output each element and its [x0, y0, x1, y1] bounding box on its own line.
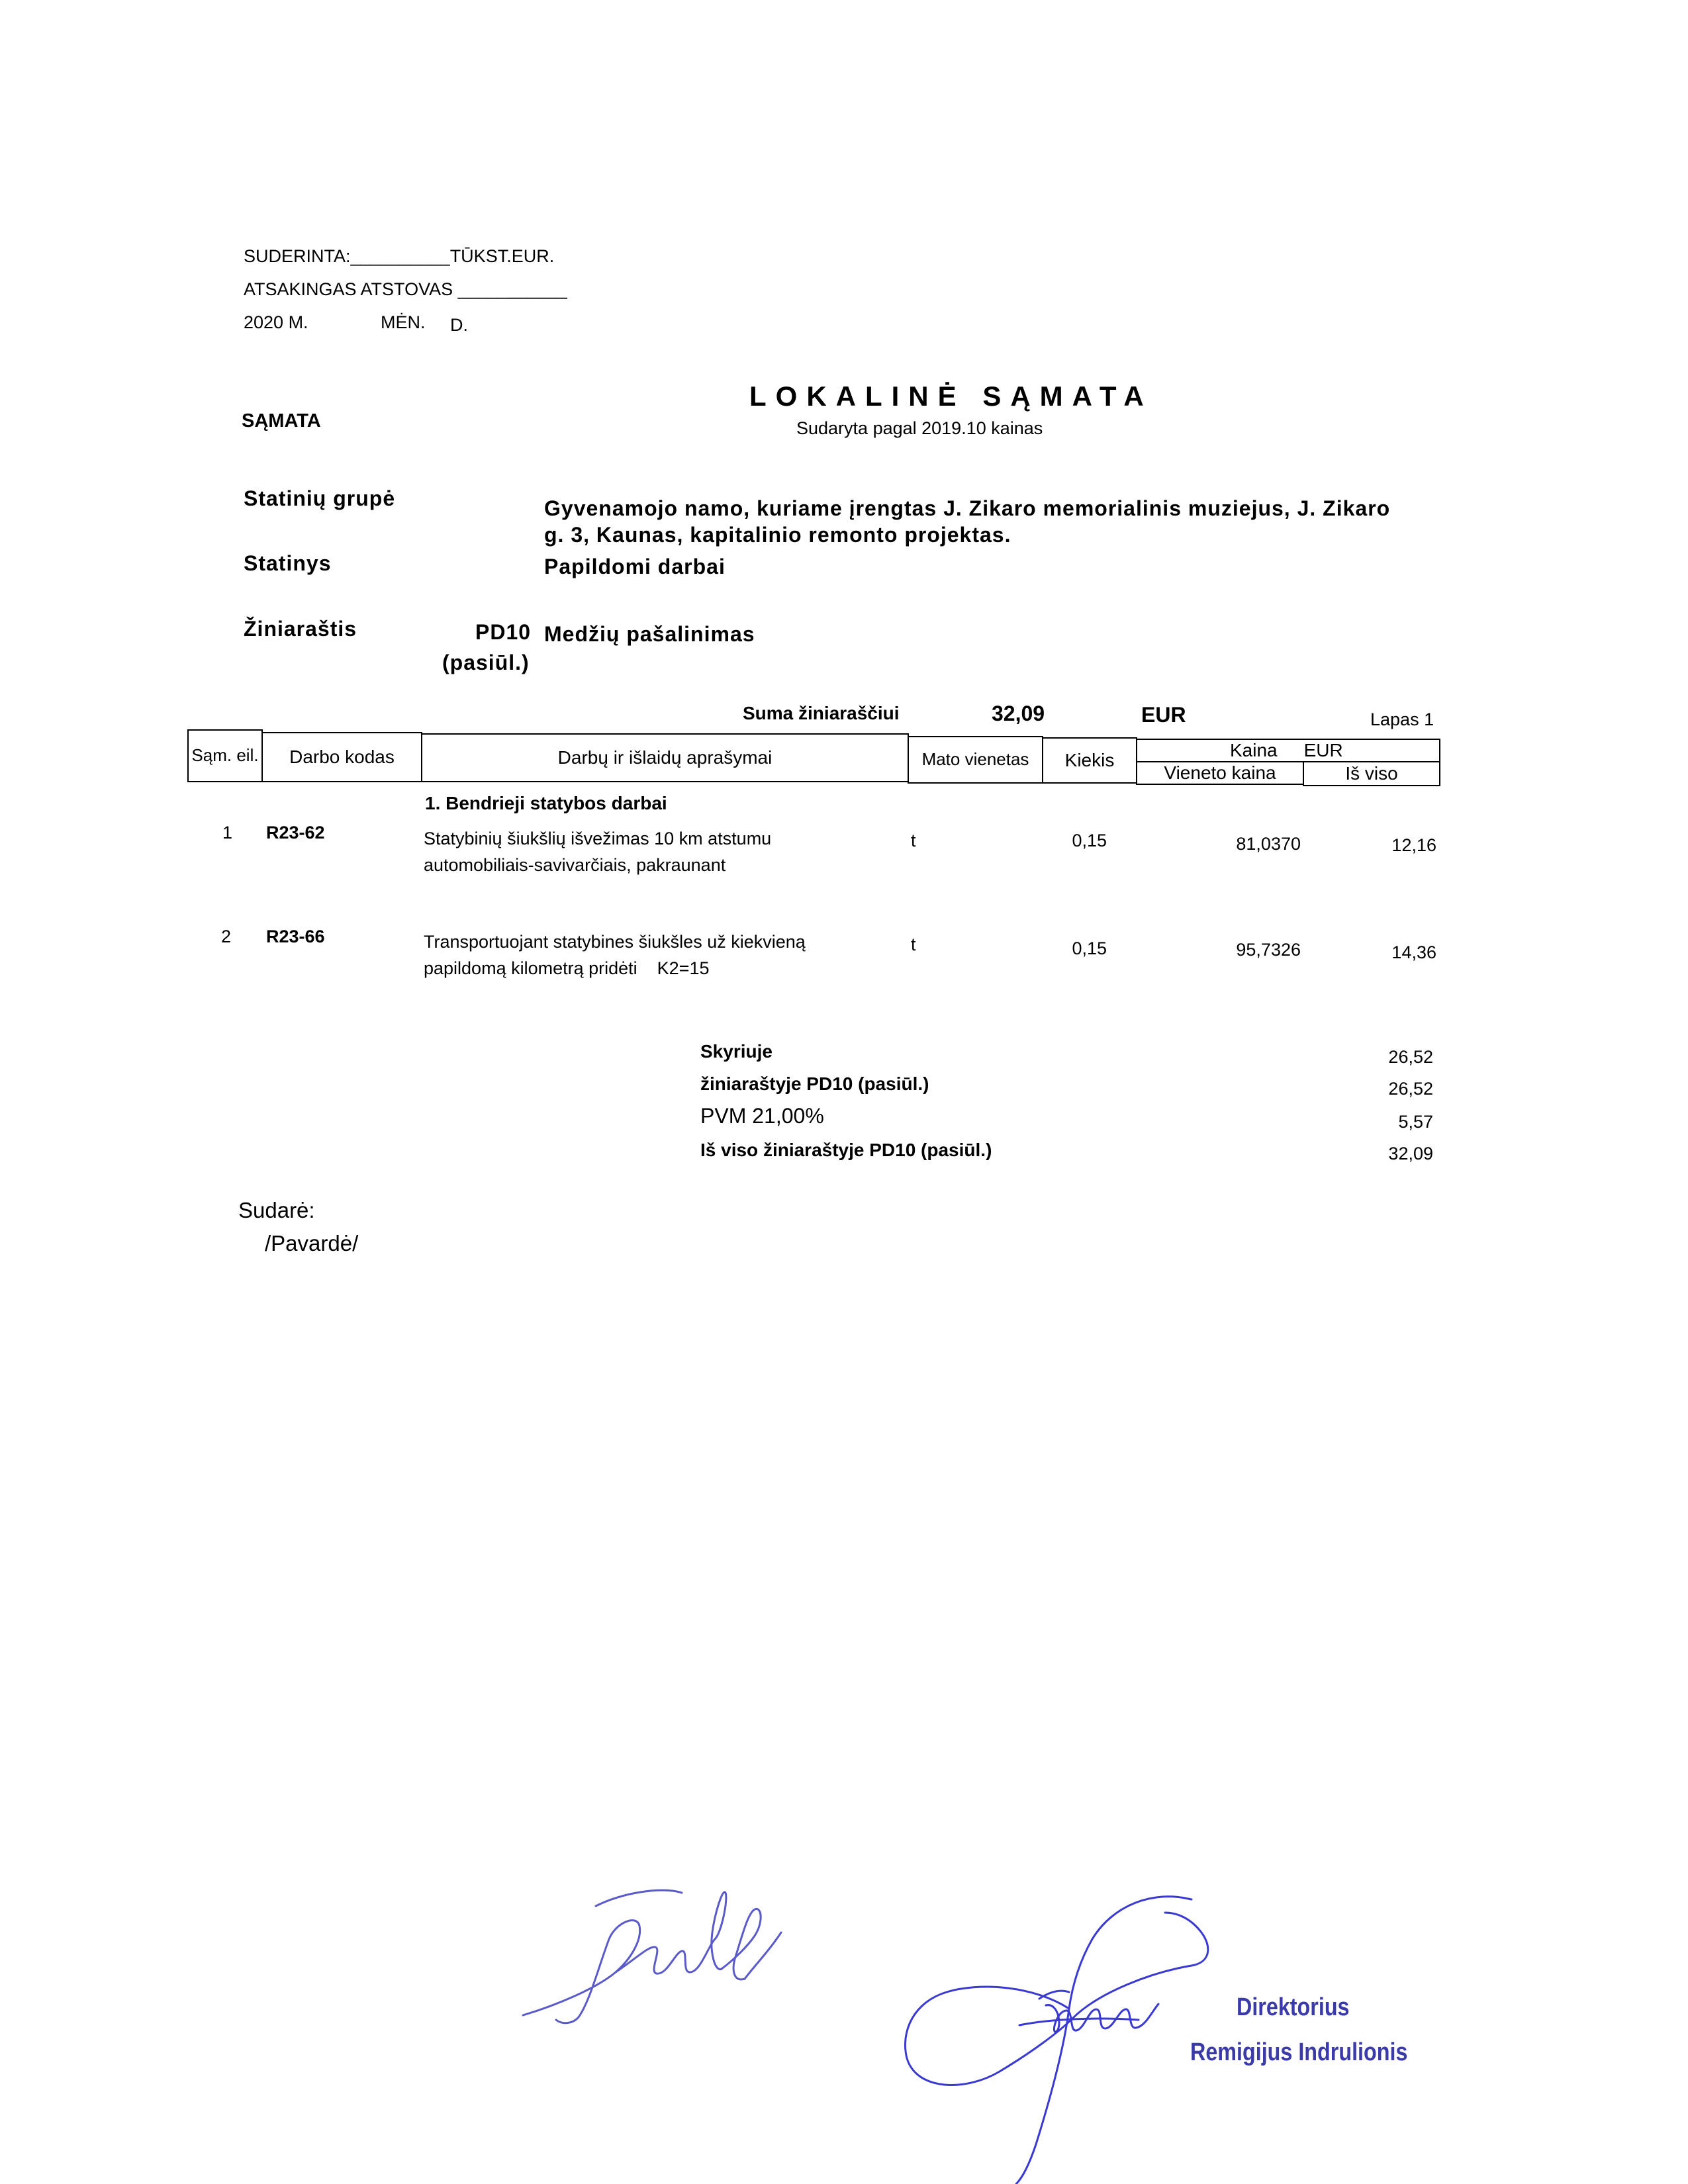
sheet-code: PD10 [475, 620, 532, 644]
col-header-unit-price: Vieneto kaina [1136, 761, 1304, 785]
total-label-vat: PVM 21,00% [700, 1104, 824, 1128]
row-unit-price: 95,7326 [1236, 940, 1301, 960]
approval-date-month: MĖN. [381, 312, 426, 332]
row-no: 2 [221, 927, 232, 946]
row-qty: 0,15 [1072, 938, 1107, 958]
section-title: 1. Bendrieji statybos darbai [425, 793, 667, 813]
row-code: R23-62 [266, 823, 325, 842]
col-header-code: Darbo kodas [261, 732, 422, 782]
building-value: Papildomi darbai [544, 555, 726, 578]
row-unit-price: 81,0370 [1236, 834, 1301, 854]
row-unit: t [911, 831, 916, 850]
total-value-sheet: 26,52 [1388, 1079, 1433, 1099]
total-value-vat: 5,57 [1398, 1112, 1433, 1132]
group-value-line-2: g. 3, Kaunas, kapitalinio remonto projektas. [544, 523, 1011, 547]
building-label: Statinys [244, 551, 332, 575]
approval-date-year: 2020 M. [244, 312, 308, 332]
row-desc-line-1: Transportuojant statybines šiukšles už kiekvieną [424, 932, 806, 952]
group-value-line-1: Gyvenamojo namo, kuriame įrengtas J. Zikaro memorialinis muziejus, J. Zikaro [544, 496, 1391, 520]
sheet-label: Žiniaraštis [244, 617, 357, 641]
total-label-section: Skyriuje [700, 1041, 773, 1062]
row-desc-line-2: papildomą kilometrą pridėti K2=15 [424, 958, 710, 978]
sheet-code-sub: (pasiūl.) [442, 651, 530, 674]
col-header-price-group [1136, 739, 1440, 762]
approval-suffix: TŪKST.EUR. [449, 246, 555, 266]
sheet-sum-label: Suma žiniaraščiui [743, 703, 900, 723]
price-label: Kaina [1230, 740, 1278, 761]
approval-line-2 [244, 279, 567, 300]
approval-date-day: D. [450, 315, 468, 335]
col-header-no: Sąm. eil. [187, 729, 263, 782]
page-number: Lapas 1 [1370, 709, 1434, 729]
sheet-sum-currency: EUR [1141, 703, 1186, 727]
representative-blank: ___________ [457, 279, 567, 299]
total-label-grand: Iš viso žiniaraštyje PD10 (pasiūl.) [700, 1140, 992, 1160]
total-label-sheet: žiniaraštyje PD10 (pasiūl.) [700, 1073, 929, 1094]
approval-line-1 [244, 246, 554, 267]
page-title: LOKALINĖ SĄMATA [749, 381, 1153, 412]
stamp-title: Direktorius [1237, 1993, 1350, 2021]
row-total: 14,36 [1391, 942, 1436, 962]
estimate-left-label: SĄMATA [242, 410, 321, 432]
compiled-label: Sudarė: [238, 1198, 315, 1222]
compiled-name: /Pavardė/ [265, 1231, 359, 1255]
col-header-description: Darbų ir išlaidų aprašymai [421, 733, 909, 782]
col-header-unit: Mato vienetas [908, 736, 1043, 784]
sheet-sum-amount: 32,09 [992, 702, 1045, 725]
total-value-grand: 32,09 [1388, 1144, 1433, 1163]
representative-label: ATSAKINGAS ATSTOVAS [244, 279, 453, 299]
col-header-qty: Kiekis [1042, 737, 1137, 784]
row-no: 1 [222, 823, 233, 842]
page-subtitle: Sudaryta pagal 2019.10 kainas [796, 418, 1043, 438]
row-code: R23-66 [266, 927, 325, 946]
row-total: 12,16 [1391, 835, 1436, 855]
approval-blank: __________ [350, 246, 450, 266]
sheet-value: Medžių pašalinimas [544, 622, 755, 646]
stamp-name: Remigijus Indrulionis [1190, 2038, 1408, 2066]
row-unit: t [911, 934, 916, 954]
row-qty: 0,15 [1072, 831, 1107, 850]
group-label: Statinių grupė [244, 486, 396, 510]
row-desc-line-2: automobiliais-savivarčiais, pakraunant [424, 855, 726, 875]
price-currency: EUR [1303, 740, 1343, 761]
row-desc-line-1: Statybinių šiukšlių išvežimas 10 km atstumu [424, 829, 772, 848]
total-value-section: 26,52 [1388, 1047, 1433, 1067]
col-header-total: Iš viso [1303, 761, 1440, 786]
signature-left [516, 1873, 794, 2045]
approval-prefix: SUDERINTA: [244, 246, 351, 266]
